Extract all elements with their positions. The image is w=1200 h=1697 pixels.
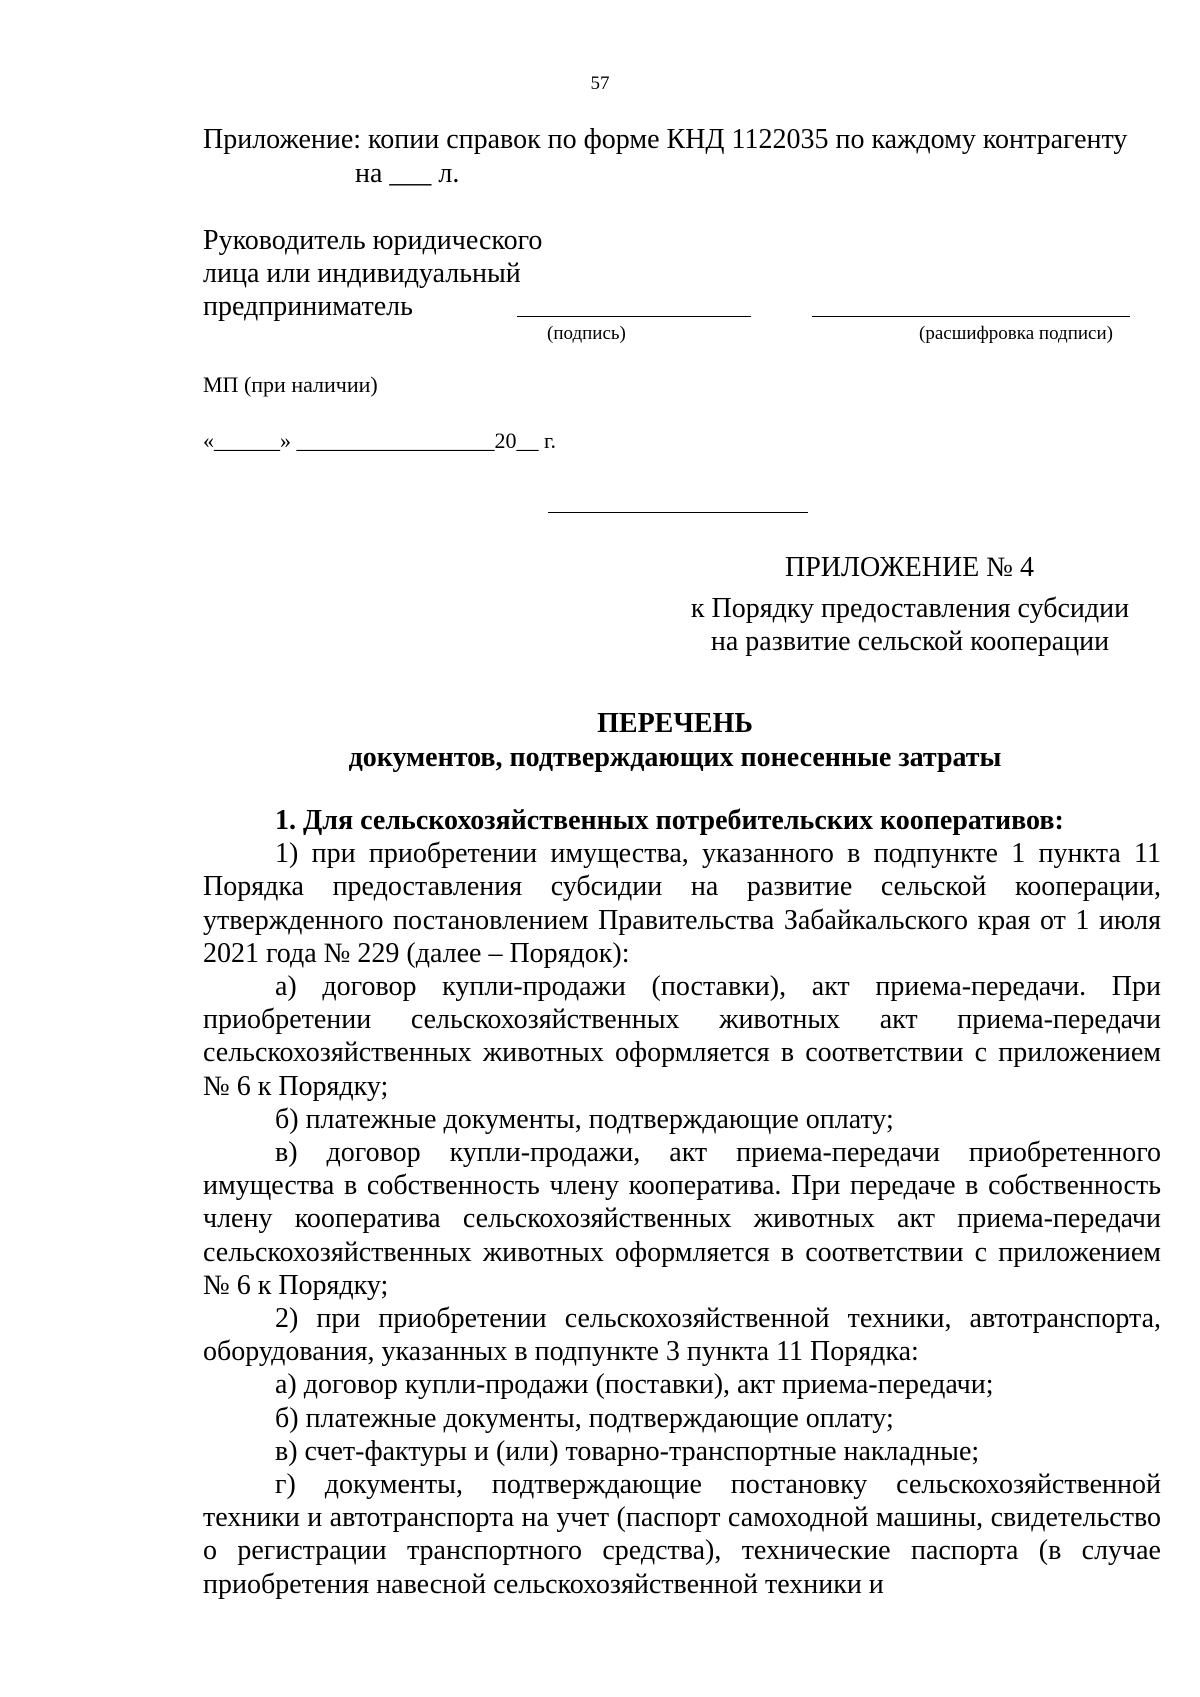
appendix-subtitle-line: на развитие сельской кооперации [710,626,1110,657]
paragraph: а) договор купли-продажи (поставки), акт приема-передачи; [275,1369,994,1401]
signatory-line: предприниматель [203,291,413,322]
separator-line [548,512,808,513]
paragraph: б) платежные документы, подтверждающие оплату; [275,1103,894,1135]
appendix-title: ПРИЛОЖЕНИЕ № 4 [785,552,1034,583]
appendix-subtitle-line: к Порядку предоставления субсидии [690,593,1130,624]
section-heading: 1. Для сельскохозяйственных потребительских кооперативов: [275,805,1064,836]
signature-caption: (подпись) [547,323,626,344]
paragraph: в) договор купли-продажи, акт приема-передачи приобретенного имущества в собственность члену кооператива. При передаче в собственность члену кооператива сельскохозяйственных животных акт приема-передачи сельскохозяйственных животных оформляется в соответствии с приложением № 6 к Порядку; [203,1137,1161,1301]
signature-decoding-line [812,316,1130,317]
document-title: ПЕРЕЧЕНЬ [597,708,753,739]
signatory-line: Руководитель юридического [203,225,543,256]
paragraph: 2) при приобретении сельскохозяйственной техники, автотранспорта, оборудования, указанных в подпункте 3 пункта 11 Порядка: [203,1303,1161,1368]
paragraph: в) счет-фактуры и (или) товарно-транспортные накладные; [275,1435,980,1467]
decoding-caption: (расшифровка подписи) [919,323,1113,344]
attachment-sheets: на ___ л. [355,158,460,189]
signature-line [517,316,751,317]
appendix-subtitle [660,592,1160,658]
paragraph: б) платежные документы, подтверждающие оплату; [275,1402,894,1434]
document-subtitle: документов, подтверждающих понесенные затраты [348,742,1002,773]
signatory-line: лица или индивидуальный [203,258,521,289]
paragraph: а) договор купли-продажи (поставки), акт приема-передачи. При приобретении сельскохозяйственных животных акт приема-передачи сельскохозяйственных животных оформляется в соответствии с приложением № 6 к Порядку; [203,971,1161,1102]
paragraph: 1) при приобретении имущества, указанного в подпункте 1 пункта 11 Порядка предоставления субсидии на развитие сельской кооперации, утвержденного постановлением Правительства Забайкальского края от 1 июля 2021 года № 229 (далее – Порядок): [203,838,1161,969]
page-number: 57 [590,73,610,94]
paragraph: г) документы, подтверждающие постановку сельскохозяйственной техники и автотранспорта на учет (паспорт самоходной машины, свидетельство о регистрации транспортного средства), технические паспорта (в случае приобретения навесной сельскохозяйственной техники и [203,1469,1161,1600]
attachment-line: Приложение: копии справок по форме КНД 1122035 по каждому контрагенту [203,124,1128,155]
signatory-title [203,224,542,323]
date-line: «______» __________________20__ г. [203,428,557,453]
document-body [203,804,1161,1601]
stamp-label: МП (при наличии) [203,372,378,397]
